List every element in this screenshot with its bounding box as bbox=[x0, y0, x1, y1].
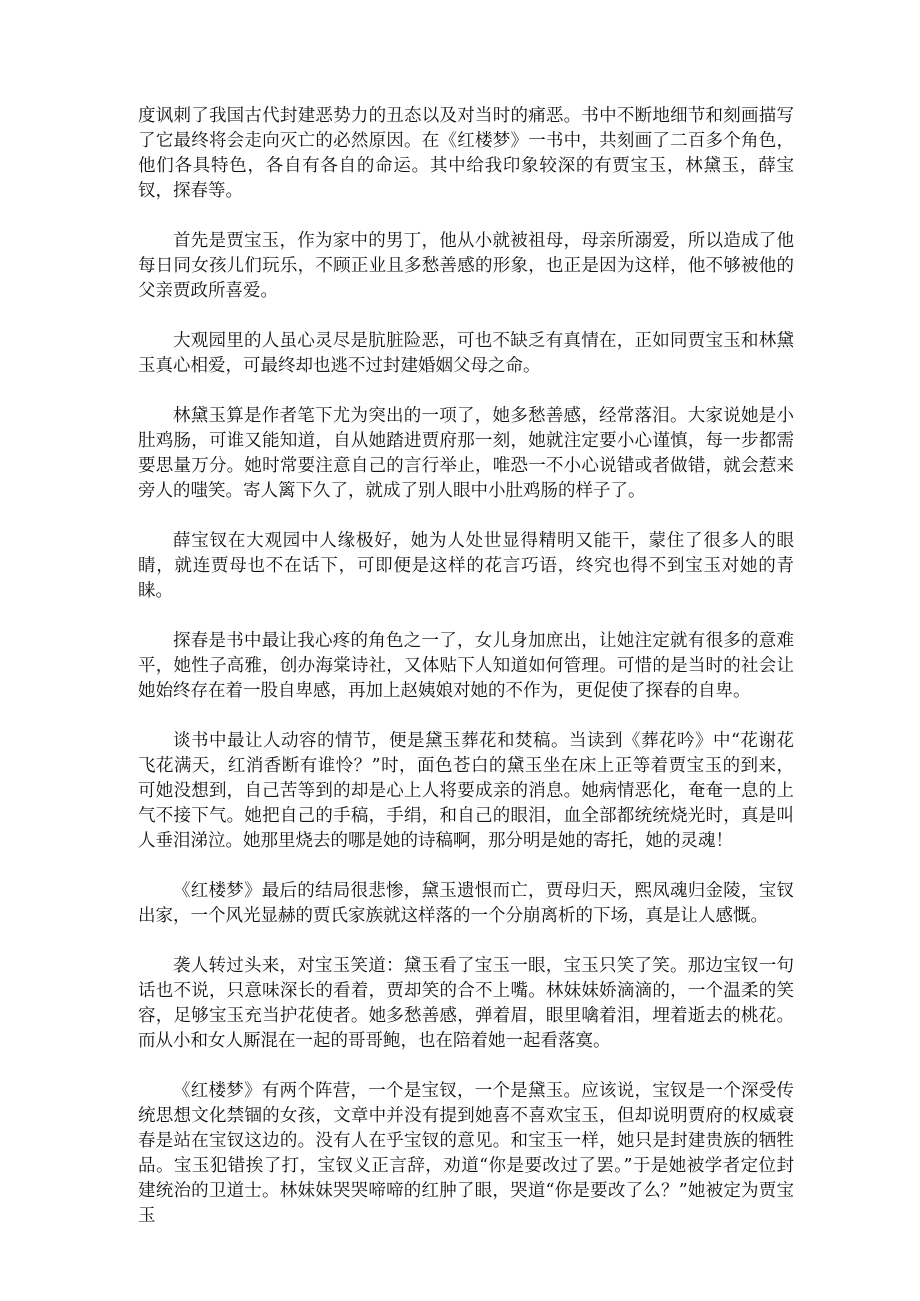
paragraph-9: 袭人转过头来，对宝玉笑道：黛玉看了宝玉一眼，宝玉只笑了笑。那边宝钗一句话也不说，只意味深长的看着，贾却笑的合不上嘴。林妹妹娇滴滴的，一个温柔的笑容，足够宝玉充当护花使者。她多愁善感，弹着眉，眼里噙着泪，埋着逝去的桃花。而从小和女人厮混在一起的哥哥鲍，也在陪着她一起看落寞。 bbox=[138, 956, 794, 1051]
paragraph-5: 薛宝钗在大观园中人缘极好，她为人处世显得精明又能干，蒙住了很多人的眼睛，就连贾母也不在话下，可即便是这样的花言巧语，终究也得不到宝玉对她的青睐。 bbox=[138, 531, 794, 601]
paragraph-1: 度讽刺了我国古代封建恶势力的丑态以及对当时的痛恶。书中不断地细节和刻画描写了它最终将会走向灭亡的必然原因。在《红楼梦》一书中，共刻画了二百多个角色，他们各具特色，各自有各自的命运。其中给我印象较深的有贾宝玉，林黛玉，薛宝钗，探春等。 bbox=[138, 106, 794, 201]
document-page bbox=[138, 104, 794, 1254]
paragraph-6: 探春是书中最让我心疼的角色之一了，女儿身加庶出，让她注定就有很多的意难平，她性子高雅，创办海棠诗社，又体贴下人知道如何管理。可惜的是当时的社会让她始终存在着一股自卑感，再加上赵姨娘对她的不作为，更促使了探春的自卑。 bbox=[138, 631, 794, 701]
paragraph-7: 谈书中最让人动容的情节，便是黛玉葬花和焚稿。当读到《葬花吟》中“花谢花飞花满天，红消香断有谁怜？”时，面色苍白的黛玉坐在床上正等着贾宝玉的到来，可她没想到，自己苦等到的却是心上人将要成亲的消息。她病情恶化，奄奄一息的上气不接下气。她把自己的手稿，手绢，和自己的眼泪，血全部都统统烧光时，真是叫人垂泪涕泣。她那里烧去的哪是她的诗稿啊，那分明是她的寄托，她的灵魂！ bbox=[138, 731, 794, 851]
paragraph-10: 《红楼梦》有两个阵营，一个是宝钗，一个是黛玉。应该说，宝钗是一个深受传统思想文化禁锢的女孩，文章中并没有提到她喜不喜欢宝玉，但却说明贾府的权威衰春是站在宝钗这边的。没有人在乎宝钗的意见。和宝玉一样，她只是封建贵族的牺牲品。宝玉犯错挨了打，宝钗义正言辞，劝道“你是要改过了罢。”于是她被学者定位封建统治的卫道士。林妹妹哭哭啼啼的红肿了眼，哭道“你是要改了么？”她被定为贾宝玉 bbox=[138, 1081, 794, 1226]
paragraph-3: 大观园里的人虽心灵尽是肮脏险恶，可也不缺乏有真情在，正如同贾宝玉和林黛玉真心相爱，可最终却也逃不过封建婚姻父母之命。 bbox=[138, 331, 794, 376]
paragraph-4: 林黛玉算是作者笔下尤为突出的一项了，她多愁善感，经常落泪。大家说她是小肚鸡肠，可谁又能知道，自从她踏进贾府那一刻，她就注定要小心谨慎，每一步都需要思量万分。她时常要注意自己的言行举止，唯恐一不小心说错或者做错，就会惹来旁人的嗤笑。寄人篱下久了，就成了别人眼中小肚鸡肠的样子了。 bbox=[138, 406, 794, 501]
paragraph-8: 《红楼梦》最后的结局很悲惨，黛玉遗恨而亡，贾母归天，熙凤魂归金陵，宝钗出家，一个风光显赫的贾氏家族就这样落的一个分崩离析的下场，真是让人感慨。 bbox=[138, 881, 794, 926]
paragraph-2: 首先是贾宝玉，作为家中的男丁，他从小就被祖母，母亲所溺爱，所以造成了他每日同女孩儿们玩乐，不顾正业且多愁善感的形象，也正是因为这样，他不够被他的父亲贾政所喜爱。 bbox=[138, 231, 794, 301]
